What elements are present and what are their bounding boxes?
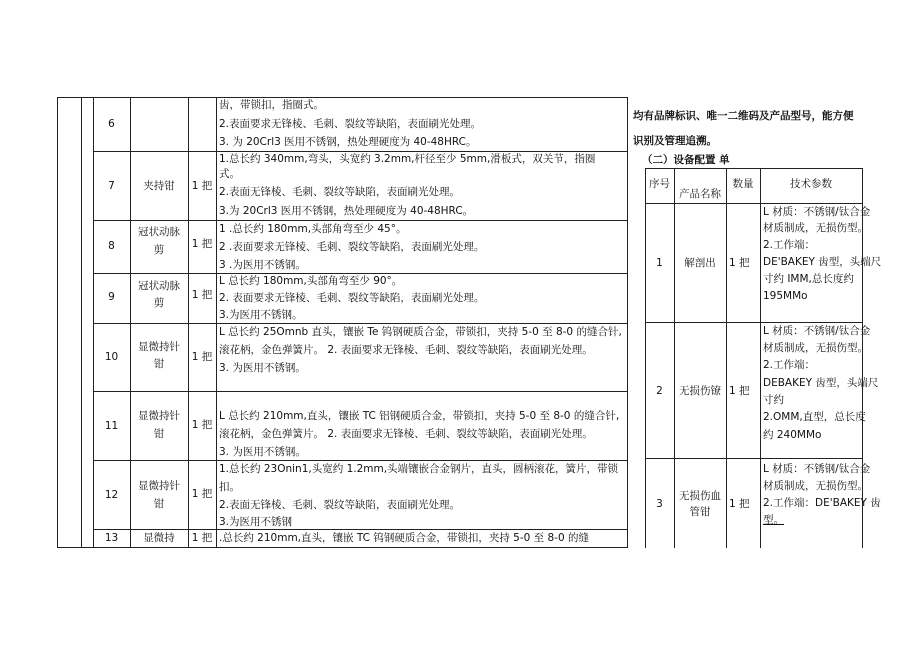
product-name: 剪: [153, 297, 165, 309]
spec-line: 寸约: [763, 394, 784, 406]
spec-line: 滚花柄，金色弹簧片。 2. 表面要求无锋棱、毛刺、裂纹等缺陷，表面刷光处理。: [219, 344, 593, 356]
spec-line: 2.表面无锋棱、毛刺、裂纹等缺陷，表面刷光处理。: [219, 186, 461, 198]
spec-line: 195MMo: [763, 290, 808, 302]
row-number: 8: [108, 240, 115, 252]
quantity: 1 把: [729, 385, 750, 397]
spec-line: 3.为医用不锈钢。: [219, 309, 303, 321]
spec-line: L 总长约 25Omnb 直头，镶嵌 Te 钨钢硬质合金，带锁扣，夹持 5-0 至 8-0 的缝合针,: [219, 326, 622, 338]
product-name: 无损伤镣: [679, 385, 721, 397]
header-no: 序号: [649, 178, 670, 190]
spec-line: 材质制成，无损伤型。: [763, 222, 868, 234]
row-number: 3: [656, 498, 663, 510]
spec-line: L 材质：不锈钢/钛合金: [763, 206, 871, 218]
product-name: 无损伤血: [679, 490, 721, 502]
spec-line: 3.为医用不锈钢: [219, 516, 293, 528]
quantity: 1 把: [191, 419, 213, 431]
section-title: （二）设备配置 单: [642, 154, 730, 166]
row-number: 9: [108, 291, 115, 303]
spec-line: 3.为 20Crl3 医用不锈钢，热处理硬度为 40-48HRC。: [219, 205, 474, 217]
quantity: 1 把: [729, 257, 750, 269]
spec-line: 2 .表面要求无锋棱、毛刺、裂纹等缺陷，表面刷光处理。: [219, 241, 485, 253]
spec-line: 2.表面无锋棱、毛刺、裂纹等缺陷，表面刷光处理。: [219, 499, 461, 511]
spec-line: .总长约 210mm,直头，镶嵌 TC 钨钢硬质合金，带锁扣，夹持 5-0 至 8-0 的缝: [219, 532, 589, 544]
spec-line: 3. 为医用不锈钢。: [219, 362, 306, 374]
spec-line: 1.总长约 23Onin1,头宽约 1.2mm,头端镶嵌合金钢片，直头，圆柄滚花，簧片，带锁: [219, 463, 619, 475]
spec-line: 寸约 IMM,总长度约: [763, 273, 854, 285]
spec-line: 滚花柄，金色弹簧片。 2. 表面要求无锋棱、毛刺、裂纹等缺陷，表面刷光处理。: [219, 428, 593, 440]
spec-line: 2.工作端：: [763, 239, 816, 251]
quantity: 1 把: [191, 351, 213, 363]
header-qty: 数量: [732, 178, 754, 190]
spec-line: 式。: [219, 168, 240, 180]
row-number: 12: [104, 489, 119, 501]
spec-line: 3. 为 20Crl3 医用不锈钢，热处理硬度为 40-48HRC。: [219, 136, 477, 148]
spec-line: 材质制成，无损伤型。: [763, 480, 868, 492]
spec-line: 2. 表面要求无锋棱、毛刺、裂纹等缺陷，表面刷光处理。: [219, 292, 485, 304]
header-spec: 技术参数: [790, 178, 832, 190]
spec-line: L 材质：不锈钢/钛合金: [763, 463, 871, 475]
row-number: 11: [104, 420, 119, 432]
spec-line: L 总长约 180mm,头部角弯至少 90°。: [219, 275, 403, 287]
spec-line: 2.表面要求无锋棱、毛刺、裂纹等缺陷，表面刷光处理。: [219, 118, 482, 130]
product-name: 钳: [153, 428, 165, 440]
row-number: 7: [108, 180, 115, 192]
row-number: 13: [104, 532, 119, 544]
row-number: 10: [104, 351, 119, 363]
product-name: 冠状动脉: [138, 280, 180, 292]
spec-line: 1.总长约 340mm,弯头，头宽约 3.2mm,杆径至少 5mm,滑板式，双关节，指圈: [219, 153, 596, 165]
header-name: 产品名称: [679, 188, 721, 200]
quantity: 1 把: [191, 180, 213, 192]
spec-line: 2.OMM,直型，总长度: [763, 411, 866, 423]
product-name: 钳: [153, 358, 165, 370]
spec-line: 扣。: [219, 481, 240, 493]
row-number: 6: [108, 118, 115, 130]
spec-line: 1 .总长约 180mm,头部角弯至少 45°。: [219, 223, 407, 235]
spec-line: 型。: [763, 514, 784, 526]
spec-line: L 总长约 210mm,直头，镶嵌 TC 铝钢硬质合金，带锁扣，夹持 5-0 至 8-0 的缝合针,: [219, 410, 620, 422]
product-name: 显微持: [143, 532, 175, 544]
product-name: 管钳: [689, 506, 711, 518]
product-name: 显微持针: [138, 480, 180, 492]
spec-line: 约 240MMo: [763, 429, 822, 441]
quantity: 1 把: [191, 532, 213, 544]
spec-line: 材质制成，无损伤型。: [763, 342, 868, 354]
product-name: 显微持针: [138, 410, 180, 422]
product-name: 冠状动脉: [138, 226, 180, 238]
note-line: 均有品牌标识、唯一二维码及产品型号，能方便: [633, 110, 854, 122]
product-name: 夹持钳: [143, 180, 175, 192]
spec-line: 2.工作端：: [763, 359, 816, 371]
spec-line: 3. 为医用不锈钢。: [219, 446, 306, 458]
product-name: 显微持针: [138, 341, 180, 353]
row-number: 2: [656, 385, 663, 397]
note-line: 识别及管理追溯。: [633, 135, 717, 147]
product-name: 剪: [153, 244, 165, 256]
spec-line: DEBAKEY 齿型，头端尺: [763, 377, 879, 389]
quantity: 1 把: [729, 498, 750, 510]
spec-line: DE'BAKEY 齿型，头端尺: [763, 256, 882, 268]
quantity: 1 把: [191, 289, 213, 301]
quantity: 1 把: [191, 488, 213, 500]
quantity: 1 把: [191, 238, 213, 250]
spec-line: L 材质：不锈钢/钛合金: [763, 325, 871, 337]
row-number: 1: [656, 257, 663, 269]
spec-line: 2.工作端：DE'BAKEY 齿: [763, 497, 881, 509]
spec-line: 3 .为医用不锈钢。: [219, 259, 306, 271]
spec-line: 齿，带锁扣，指圈式。: [219, 99, 324, 111]
product-name: 钳: [153, 498, 165, 510]
product-name: 解剖出: [684, 257, 716, 269]
